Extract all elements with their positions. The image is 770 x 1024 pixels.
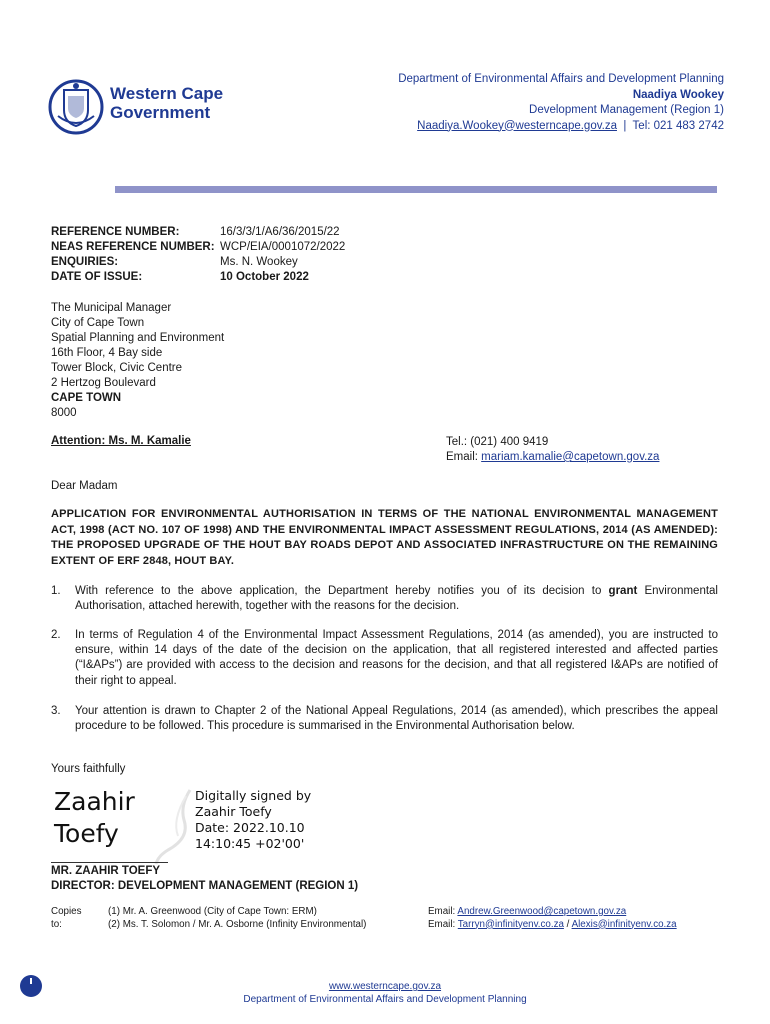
coat-of-arms-icon [48, 76, 104, 138]
footer-website-link[interactable]: www.westerncape.gov.za [328, 981, 442, 992]
header-separator: | [623, 119, 627, 132]
letterhead-contact [398, 72, 724, 134]
attention-line: Attention: Ms. M. Kamalie [51, 435, 191, 447]
copy-recipient: (1) Mr. A. Greenwood (City of Cape Town: ERM) [108, 906, 317, 917]
paragraph-text: With reference to the above application, the Department hereby notifies you of its decision to [75, 585, 609, 597]
copy-email-link[interactable]: Tarryn@infinityenv.co.za [457, 918, 564, 930]
numbered-paragraph [51, 704, 718, 734]
digital-signature-watermark-icon [150, 786, 198, 866]
contact-email-link[interactable]: mariam.kamalie@capetown.gov.za [481, 451, 660, 463]
logo-line-2: Government [110, 103, 211, 122]
paragraph-text: Environmental Authorisation, attached herewith, together with the reasons for the decision. [75, 585, 718, 613]
ref-value: 10 October 2022 [220, 271, 309, 283]
copy-recipient: (2) Ms. T. Solomon / Mr. A. Osborne (Infinity Environmental) [108, 918, 367, 930]
ref-value: Ms. N. Wookey [220, 256, 298, 268]
header-department: Department of Environmental Affairs and Development Planning [398, 73, 724, 85]
numbered-paragraph [51, 584, 718, 614]
address-line: 16th Floor, 4 Bay side [51, 347, 163, 359]
contact-tel: Tel.: (021) 400 9419 [446, 436, 549, 448]
copy-emails [428, 906, 677, 931]
ref-row [51, 255, 345, 270]
western-cape-government-logo [48, 74, 248, 144]
signature-info-line: 14:10:45 +02'00' [195, 836, 305, 851]
ref-row [51, 240, 345, 255]
ref-label: NEAS REFERENCE NUMBER: [51, 241, 215, 253]
signature-info-line: Date: 2022.10.10 [195, 820, 305, 835]
signature-name [54, 786, 135, 850]
copy-email-link[interactable]: Andrew.Greenwood@capetown.gov.za [457, 906, 627, 917]
letter-subject: APPLICATION FOR ENVIRONMENTAL AUTHORISATION IN TERMS OF THE NATIONAL ENVIRONMENTAL MANAGEMENT ACT, 1998 (ACT NO. 107 OF 1998) AND THE ENVIRONMENTAL IMPACT ASSESSMENT REGULATIONS, 2014 (AS AMENDED): THE PROPOSED UPGRADE OF THE HOUT BAY ROADS DEPOT AND ASSOCIATED INFRASTRUCTURE ON THE REMAINING EXTENT OF ERF 2848, HOUT BAY. [51, 508, 718, 567]
address-line: 2 Hertzog Boulevard [51, 377, 156, 389]
paragraph-text: In terms of Regulation 4 of the Environmental Impact Assessment Regulations, 2014 (as amended), you are instructed to ensure, within 14 days of the date of the decision on the application, that all registered interested and affected parties (“I&APs”) are provided with access to the decision and reasons for the decision, and that all registered I&APs are notified of their right to appeal. [75, 629, 718, 687]
paragraph-number: 3. [51, 705, 61, 717]
header-name: Naadiya Wookey [632, 88, 724, 101]
paragraph-text: Your attention is drawn to Chapter 2 of the National Appeal Regulations, 2014 (as amended), which prescribes the appeal procedure to be followed. This procedure is summarised in the Environmental Authorisation below. [75, 705, 718, 733]
copy-email-label: Email: [428, 918, 456, 930]
header-email-link[interactable]: Naadiya.Wookey@westerncape.gov.za [417, 119, 617, 132]
signer-name: MR. ZAAHIR TOEFY [51, 865, 161, 877]
reference-block [51, 225, 345, 285]
signature-first-name: Zaahir [54, 787, 135, 816]
address-postal-code: 8000 [51, 407, 77, 419]
address-line: The Municipal Manager [51, 302, 172, 314]
ref-row [51, 270, 345, 285]
footer-department: Department of Environmental Affairs and Development Planning [243, 994, 527, 1005]
salutation: Dear Madam [51, 480, 118, 492]
ref-row [51, 225, 345, 240]
numbered-paragraph [51, 628, 718, 689]
address-line: Spatial Planning and Environment [51, 332, 225, 344]
copy-email-separator: / [566, 918, 570, 930]
signer-block [51, 864, 358, 894]
header-divider [115, 186, 717, 193]
ref-label: DATE OF ISSUE: [51, 271, 143, 283]
signature-info-line: Digitally signed by [195, 788, 312, 803]
address-line: Tower Block, Civic Centre [51, 362, 183, 374]
recipient-contact [446, 435, 659, 465]
copy-email-label: Email: [428, 906, 456, 917]
copy-email-link[interactable]: Alexis@infinityenv.co.za [571, 918, 677, 930]
signature-line [51, 862, 168, 863]
paragraph-emphasis: grant [608, 585, 638, 597]
ref-value: WCP/EIA/0001072/2022 [220, 241, 346, 253]
digital-signature-details [195, 788, 311, 852]
ref-label: REFERENCE NUMBER: [51, 226, 180, 238]
copies-label: Copies to: [51, 906, 82, 930]
signer-title: DIRECTOR: DEVELOPMENT MANAGEMENT (REGION 1) [51, 880, 359, 892]
closing-phrase: Yours faithfully [51, 763, 126, 775]
ref-value: 16/3/3/1/A6/36/2015/22 [220, 226, 340, 238]
recipient-address [51, 301, 224, 421]
header-tel: Tel: 021 483 2742 [632, 119, 724, 132]
ref-label: ENQUIRIES: [51, 256, 119, 268]
logo-line-1: Western Cape [110, 84, 224, 103]
paragraph-number: 2. [51, 629, 61, 641]
address-line: City of Cape Town [51, 317, 145, 329]
header-unit: Development Management (Region 1) [529, 104, 724, 116]
address-city: CAPE TOWN [51, 392, 122, 404]
signature-last-name: Toefy [54, 819, 119, 848]
page-footer [0, 980, 770, 1006]
paragraph-number: 1. [51, 585, 61, 597]
contact-email-label: Email: [446, 451, 478, 463]
signature-info-line: Zaahir Toefy [195, 804, 272, 819]
